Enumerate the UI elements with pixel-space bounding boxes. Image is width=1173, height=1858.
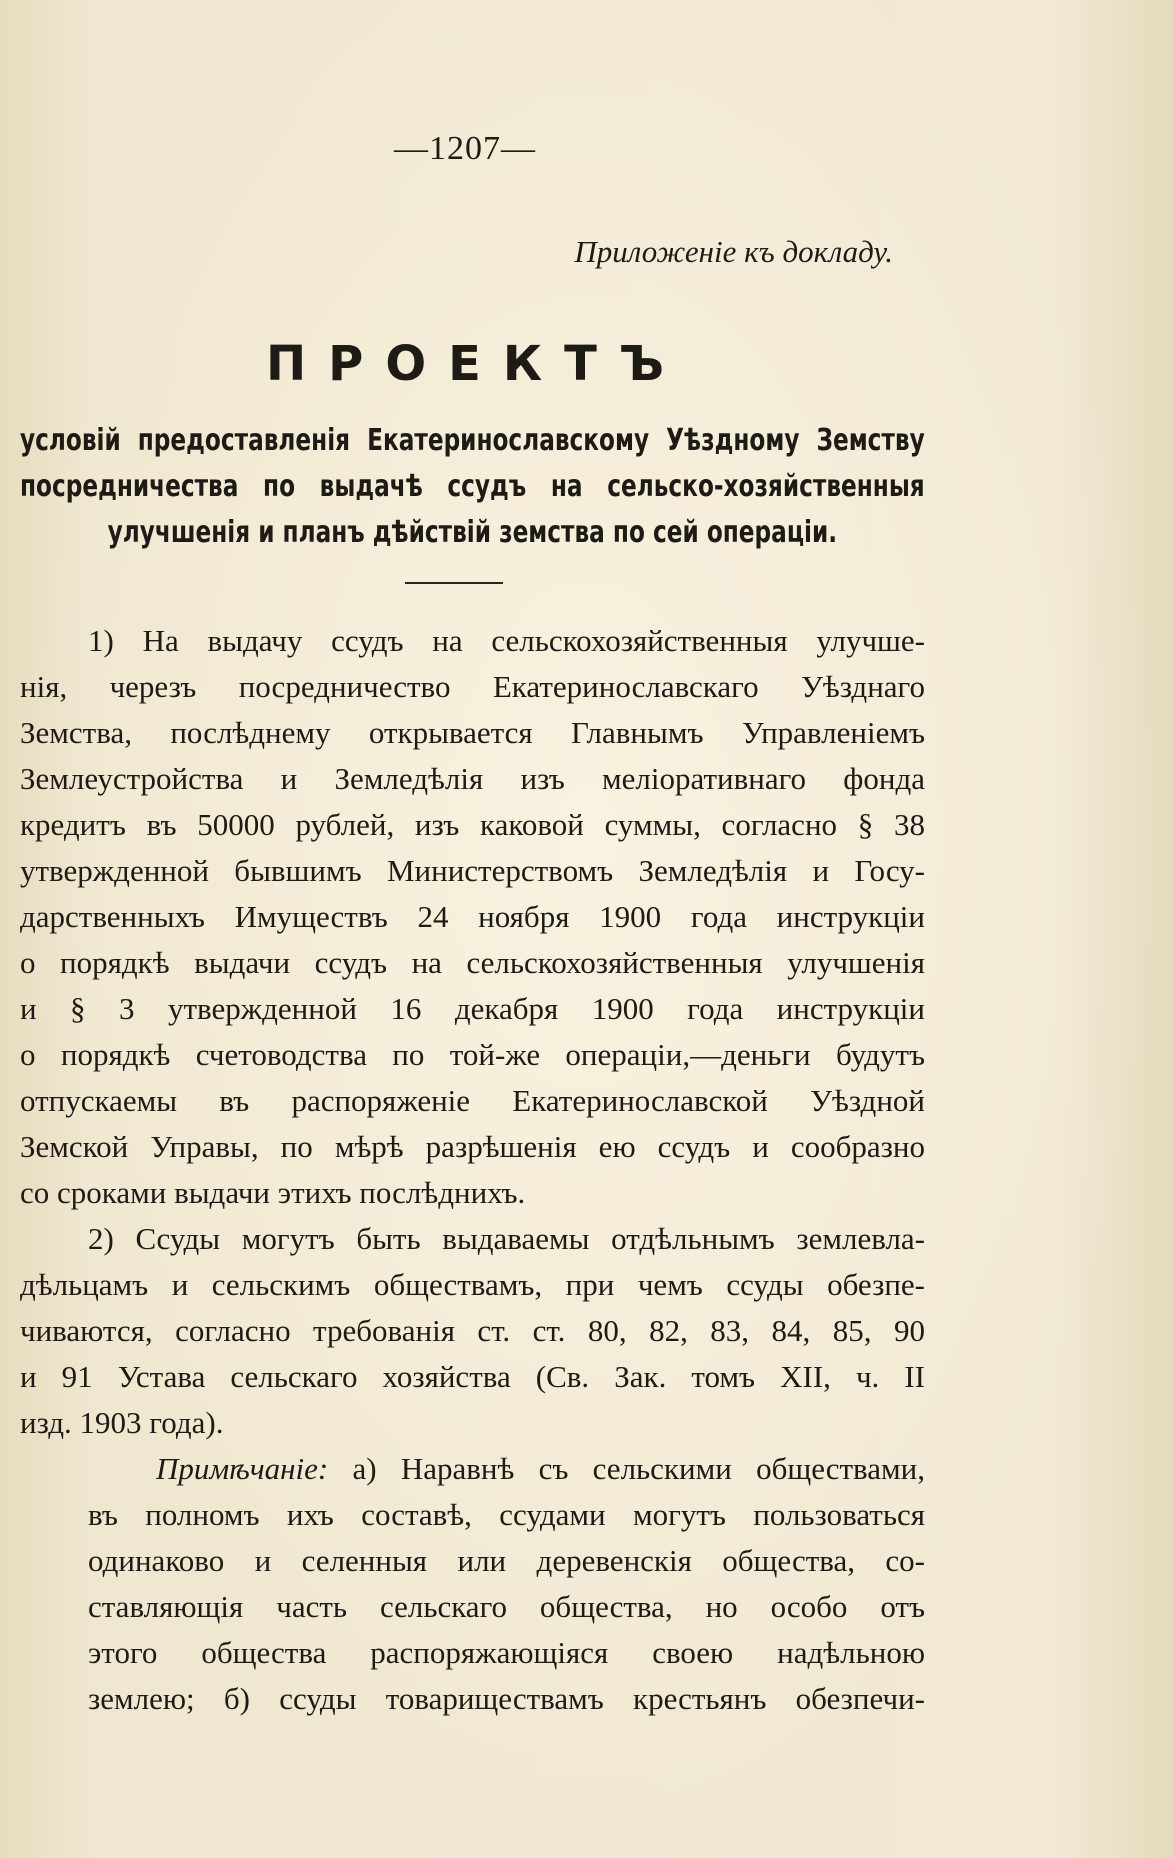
- paragraph-line: утвержденной бывшимъ Министерствомъ Земледѣлія и Госу-: [20, 853, 925, 888]
- note-block: [20, 1446, 925, 1722]
- paragraph-line: дѣльцамъ и сельскимъ обществамъ, при чемъ ссуды обезпе-: [20, 1267, 925, 1302]
- paragraph-line: чиваются, согласно требованія ст. ст. 80, 82, 83, 84, 85, 90: [20, 1313, 925, 1348]
- note-label: Примѣчаніе:: [156, 1451, 329, 1486]
- subtitle-line: условій предоставленія Екатеринославскому Уѣздному Земству: [20, 423, 925, 458]
- paragraph-line: изд. 1903 года).: [20, 1405, 224, 1440]
- note-line: ставляющія часть сельскаго общества, но особо отъ: [88, 1589, 925, 1624]
- page-number: —1207—: [394, 130, 536, 167]
- paragraph-line: Землеустройства и Земледѣлія изъ меліоративнаго фонда: [20, 761, 925, 796]
- note-first-line: [88, 1446, 925, 1492]
- paragraph-line: Земства, послѣднему открывается Главнымъ Управленіемъ: [20, 715, 925, 750]
- note-line: въ полномъ ихъ составѣ, ссудами могутъ пользоваться: [88, 1497, 925, 1532]
- paragraph-line: нія, черезъ посредничество Екатеринославскаго Уѣзднаго: [20, 669, 925, 704]
- note-line: одинаково и селенныя или деревенскія общества, со-: [88, 1543, 925, 1578]
- paragraph-line: и § 3 утвержденной 16 декабря 1900 года инструкціи: [20, 991, 925, 1026]
- note-line: этого общества распоряжающіяся своею надѣльною: [88, 1635, 925, 1670]
- paragraph-line: и 91 Устава сельскаго хозяйства (Св. Зак. томъ XII, ч. II: [20, 1359, 925, 1394]
- document-subtitle: [20, 418, 925, 556]
- paragraph-2: [20, 1216, 925, 1446]
- document-body: [20, 618, 925, 1722]
- paragraph-line: 2) Ссуды могутъ быть выдаваемы отдѣльнымъ землевла-: [88, 1221, 925, 1256]
- section-divider: [405, 582, 503, 584]
- paragraph-line: о порядкѣ счетоводства по той-же операціи,—деньги будутъ: [20, 1037, 925, 1072]
- paragraph-line: дарственныхъ Имуществъ 24 ноября 1900 года инструкціи: [20, 899, 925, 934]
- subtitle-line: посредничества по выдачѣ ссудъ на сельско-хозяйственныя: [20, 469, 925, 504]
- paragraph-line: отпускаемы въ распоряженіе Екатеринославской Уѣздной: [20, 1083, 925, 1118]
- appendix-label: Приложеніе къ докладу.: [574, 234, 893, 269]
- paragraph-line: со сроками выдачи этихъ послѣднихъ.: [20, 1175, 526, 1210]
- paragraph-1: [20, 618, 925, 1216]
- paragraph-line: кредитъ въ 50000 рублей, изъ каковой суммы, согласно § 38: [20, 807, 925, 842]
- note-line: землею; б) ссуды товариществамъ крестьянъ обезпечи-: [88, 1681, 925, 1716]
- note-first-line-text: а) Наравнѣ съ сельскими обществами,: [328, 1451, 925, 1486]
- paragraph-line: Земской Управы, по мѣрѣ разрѣшенія ею ссудъ и сообразно: [20, 1129, 925, 1164]
- paragraph-line: о порядкѣ выдачи ссудъ на сельскохозяйственныя улучшенія: [20, 945, 925, 980]
- subtitle-line: улучшенія и планъ дѣйствій земства по сей операціи.: [107, 515, 838, 550]
- document-title: ПРОЕКТЪ: [265, 336, 686, 392]
- paragraph-line: 1) На выдачу ссудъ на сельскохозяйственныя улучше-: [88, 623, 925, 658]
